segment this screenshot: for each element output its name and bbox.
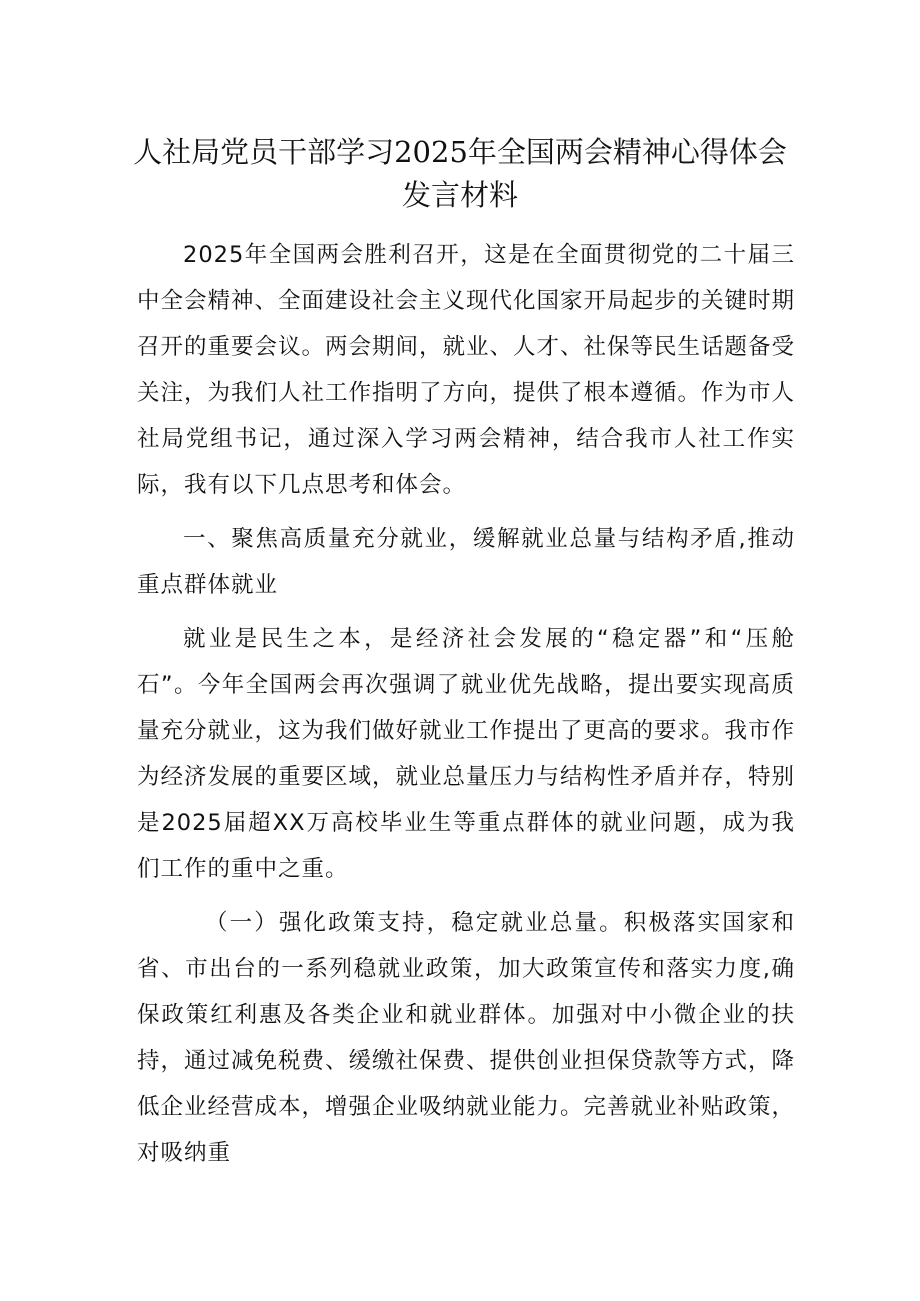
subsection-paragraph-1: （一）强化政策支持，稳定就业总量。积极落实国家和省、市出台的一系列稳就业政策，加大政策宣传和落实力度,确保政策红利惠及各类企业和就业群体。加强对中小微企业的扶持，通过减免税费、缓缴社保费、提供创业担保贷款等方式，降低企业经营成本，增强企业吸纳就业能力。完善就业补贴政策，对吸纳重: [137, 910, 796, 1166]
document-title-subtitle: 发言材料: [401, 178, 518, 212]
intro-paragraph: 2025年全国两会胜利召开，这是在全面贯彻党的二十届三中全会精神、全面建设社会主义现代化国家开局起步的关键时期召开的重要会议。两会期间，就业、人才、社保等民生话题备受关注，为我们人社工作指明了方向，提供了根本遵循。作为市人社局党组书记，通过深入学习两会精神，结合我市人社工作实际，我有以下几点思考和体会。: [137, 242, 796, 498]
section-heading-1: 一、聚焦高质量充分就业，缓解就业总量与结构矛盾,推动重点群体就业: [137, 526, 795, 598]
body-paragraph: 就业是民生之本，是经济社会发展的“稳定器”和“压舱石”。今年全国两会再次强调了就业优先战略，提出要实现高质量充分就业，这为我们做好就业工作提出了更高的要求。我市作为经济发展的重要区域，就业总量压力与结构性矛盾并存，特别是2025届超XX万高校毕业生等重点群体的就业问题，成为我们工作的重中之重。: [137, 626, 796, 882]
document-title: 人社局党员干部学习2025年全国两会精神心得体会: [133, 135, 787, 169]
